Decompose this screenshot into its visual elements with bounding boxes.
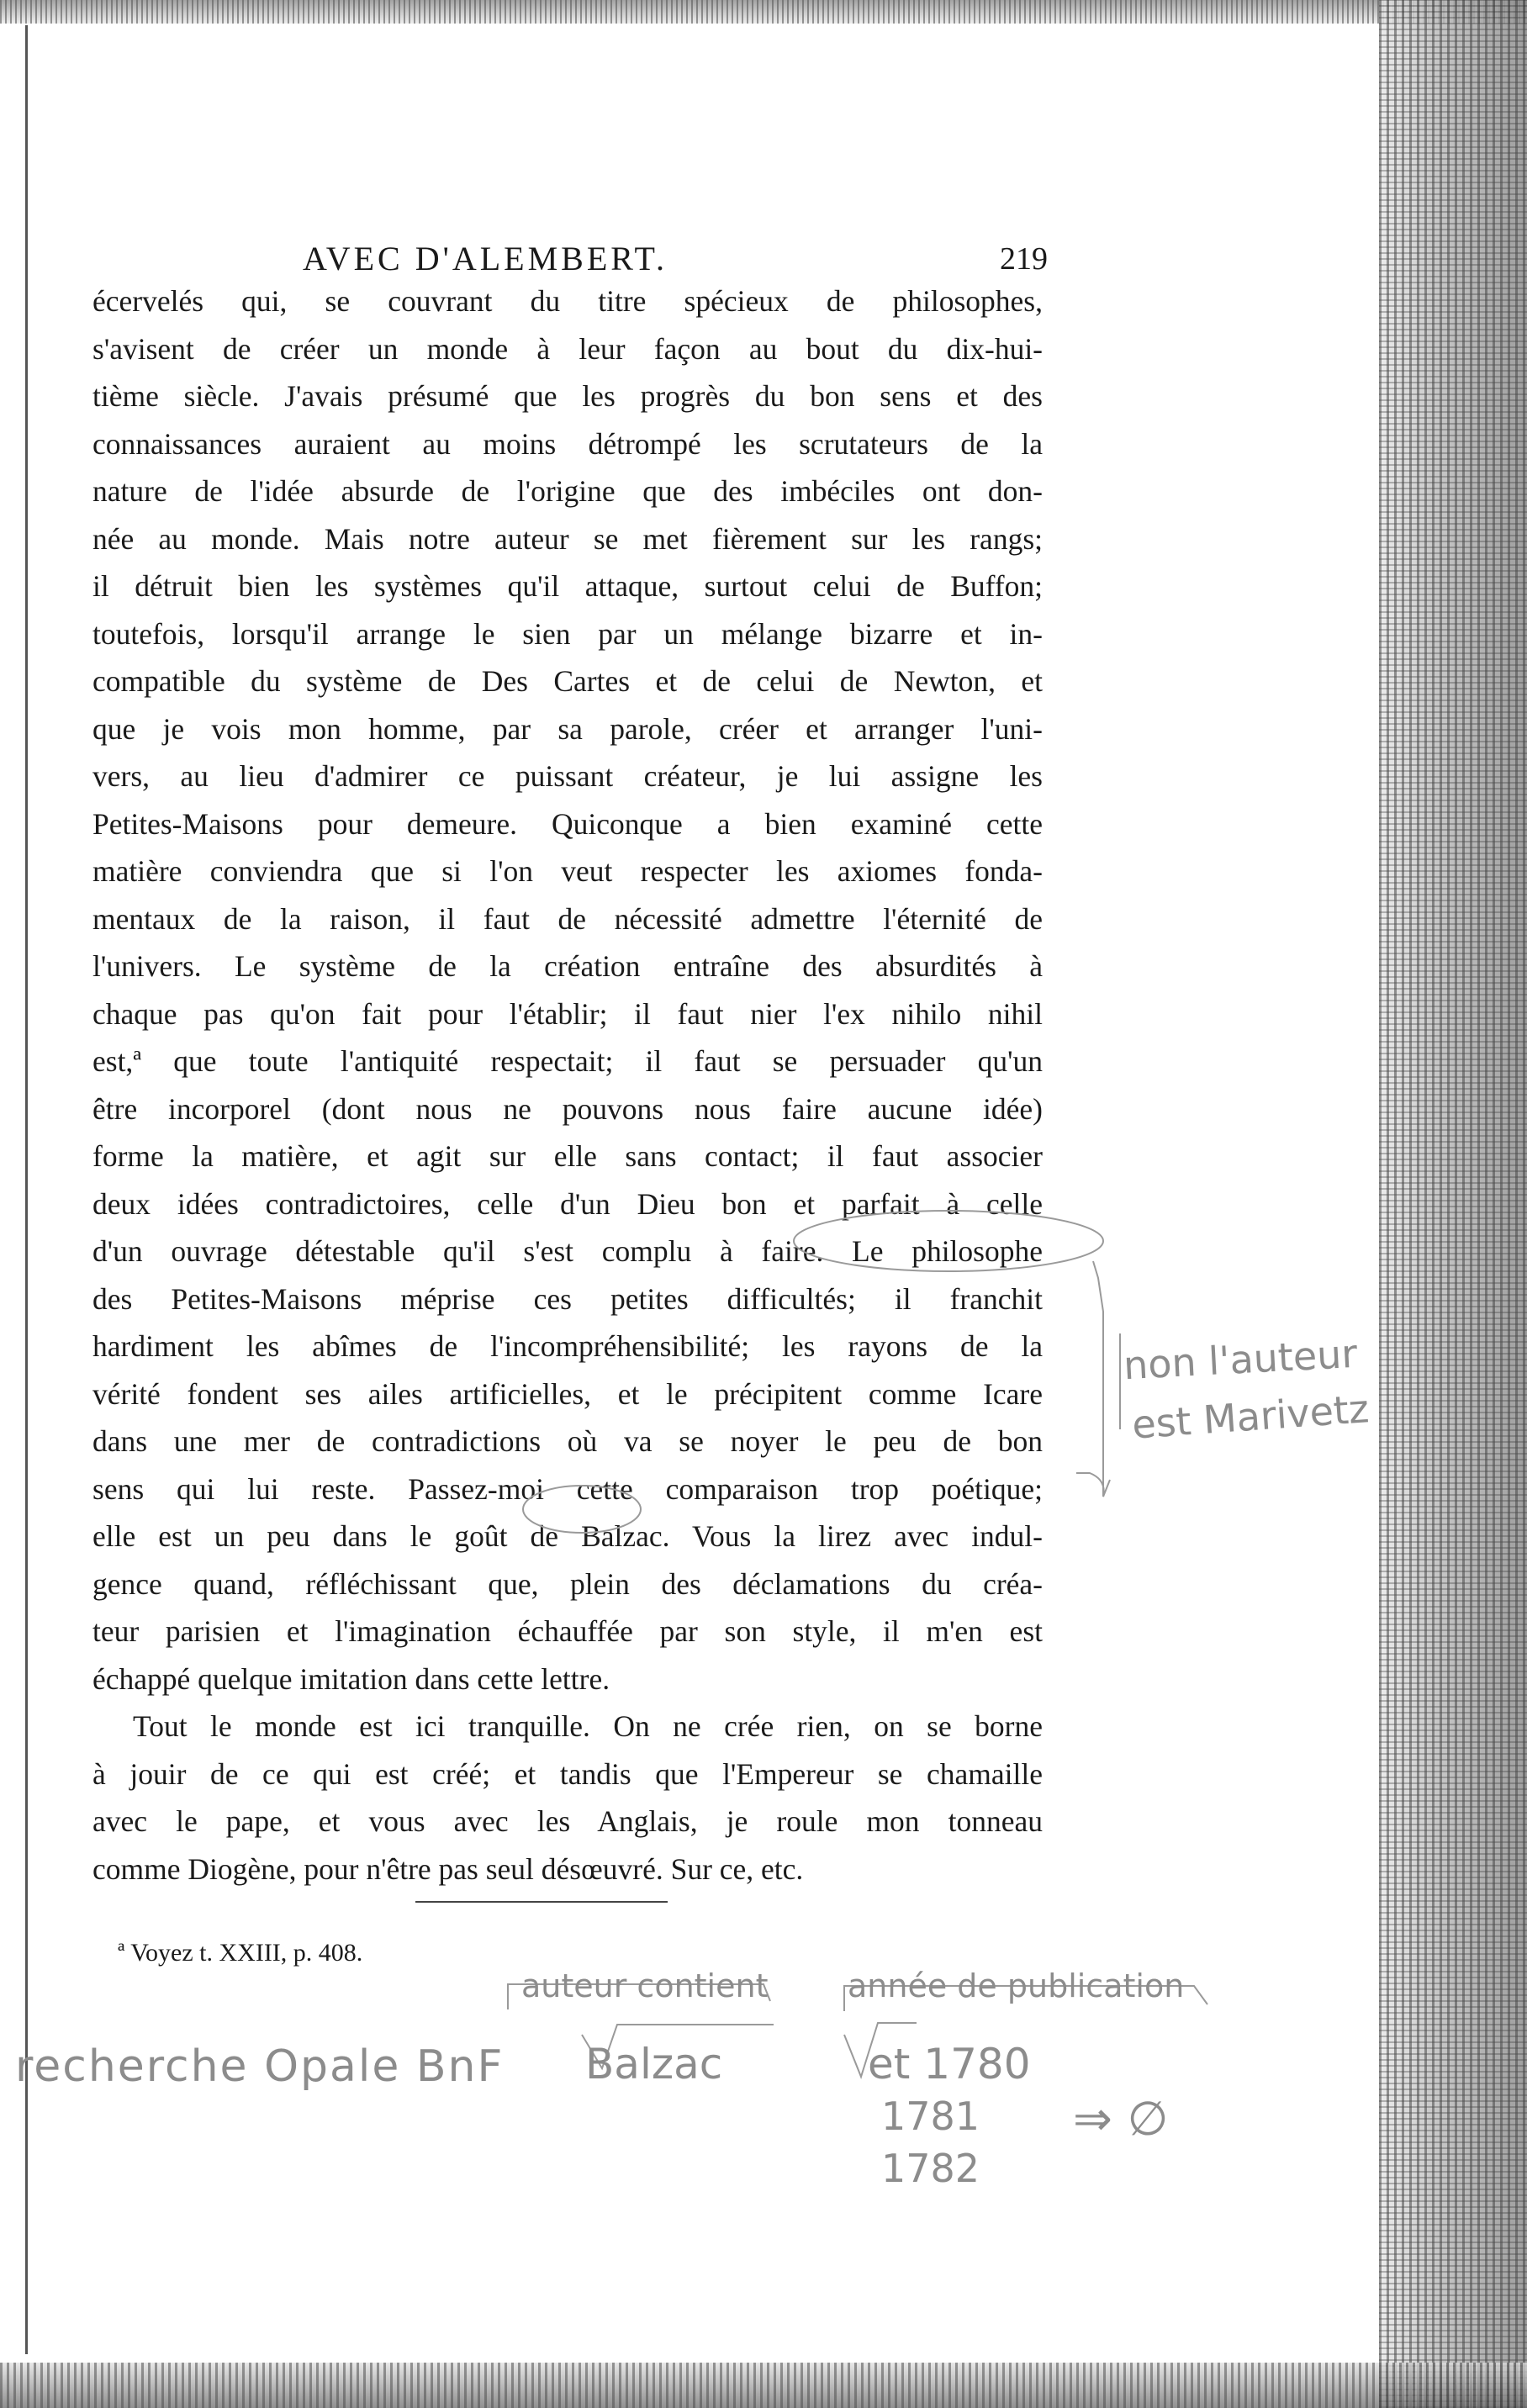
paragraph-2 bbox=[92, 1703, 1043, 1893]
running-title: AVEC D'ALEMBERT. bbox=[303, 240, 668, 277]
margin-note-line2: est Marivetz bbox=[1130, 1386, 1371, 1448]
text-line: forme la matière, et agit sur elle sans contact; il faut associer bbox=[92, 1139, 1043, 1173]
footnote: ª Voyez t. XXIII, p. 408. bbox=[118, 1939, 363, 1967]
text-line: des Petites-Maisons méprise ces petites difficultés; il franchit bbox=[92, 1281, 1043, 1316]
running-head bbox=[92, 227, 1048, 277]
page-binding-edge bbox=[25, 25, 28, 2354]
text-line: chaque pas qu'on fait pour l'établir; il faut nier l'ex nihilo nihil bbox=[92, 996, 1043, 1031]
annotation-year-3: 1782 bbox=[881, 2146, 980, 2191]
text-line: gence quand, réfléchissant que, plein des déclamations du créa- bbox=[92, 1566, 1043, 1601]
text-line: que je vois mon homme, par sa parole, créer et arranger l'uni- bbox=[92, 711, 1043, 746]
text-line: l'univers. Le système de la création entraîne des absurdités à bbox=[92, 949, 1043, 983]
text-line: Tout le monde est ici tranquille. On ne crée rien, on se borne bbox=[133, 1709, 1043, 1743]
text-line: vérité fondent ses ailes artificielles, et le précipitent comme Icare bbox=[92, 1376, 1043, 1411]
text-line: il détruit bien les systèmes qu'il attaque, surtout celui de Buffon; bbox=[92, 569, 1043, 603]
text-line: elle est un peu dans le goût de Balzac. Vous la lirez avec indul- bbox=[92, 1519, 1043, 1553]
annotation-label-author: auteur contient bbox=[521, 1967, 769, 2004]
scan-border-bottom bbox=[0, 2363, 1527, 2408]
text-line: connaissances auraient au moins détrompé les scrutateurs de la bbox=[92, 426, 1043, 461]
text-line: toutefois, lorsqu'il arrange le sien par un mélange bizarre et in- bbox=[92, 616, 1043, 651]
text-line: écervelés qui, se couvrant du titre spécieux de philosophes, bbox=[92, 284, 1043, 318]
text-line: teur parisien et l'imagination échauffée par son style, il m'en est bbox=[92, 1614, 1043, 1648]
text-line: Petites-Maisons pour demeure. Quiconque a bien examiné cette bbox=[92, 806, 1043, 841]
annotation-author-value: Balzac bbox=[585, 2040, 723, 2089]
annotation-label-year: année de publication bbox=[848, 1967, 1185, 2004]
margin-note-line1: non l'auteur bbox=[1122, 1330, 1359, 1389]
text-line: deux idées contradictoires, celle d'un Dieu bon et parfait à celle bbox=[92, 1186, 1043, 1221]
text-line: vers, au lieu d'admirer ce puissant créateur, je lui assigne les bbox=[92, 759, 1043, 793]
text-line: mentaux de la raison, il faut de nécessité admettre l'éternité de bbox=[92, 901, 1043, 936]
text-line: à jouir de ce qui est créé; et tandis que l'Empereur se chamaille bbox=[92, 1756, 1043, 1791]
text-line: hardiment les abîmes de l'incompréhensibilité; les rayons de la bbox=[92, 1329, 1043, 1363]
text-line: dans une mer de contradictions où va se noyer le peu de bon bbox=[92, 1424, 1043, 1458]
text-line: s'avisent de créer un monde à leur façon au bout du dix-hui- bbox=[92, 331, 1043, 366]
text-line: échappé quelque imitation dans cette lettre. bbox=[92, 1661, 610, 1696]
scan-border-top bbox=[0, 0, 1527, 24]
footnote-rule bbox=[415, 1901, 668, 1903]
book-page bbox=[92, 227, 1048, 1893]
text-line: compatible du système de Des Cartes et de celui de Newton, et bbox=[92, 664, 1043, 698]
scan-border-right bbox=[1379, 0, 1527, 2408]
annotation-search: recherche Opale BnF bbox=[15, 2041, 505, 2092]
text-line: sens qui lui reste. Passez-moi cette comparaison trop poétique; bbox=[92, 1471, 1043, 1506]
annotation-result: ⇒ ∅ bbox=[1073, 2092, 1169, 2147]
text-line: avec le pape, et vous avec les Anglais, je roule mon tonneau bbox=[92, 1804, 1043, 1838]
text-line: est,ª que toute l'antiquité respectait; il faut se persuader qu'un bbox=[92, 1044, 1043, 1078]
page-number: 219 bbox=[1000, 241, 1048, 277]
text-line: née au monde. Mais notre auteur se met fièrement sur les rangs; bbox=[92, 521, 1043, 556]
annotation-year-2: 1781 bbox=[881, 2094, 980, 2139]
paragraph-1 bbox=[92, 277, 1043, 1703]
body-text bbox=[92, 277, 1043, 1893]
text-line: d'un ouvrage détestable qu'il s'est complu à faire. Le philosophe bbox=[92, 1234, 1043, 1268]
text-line: nature de l'idée absurde de l'origine que des imbéciles ont don- bbox=[92, 474, 1043, 508]
text-line: tième siècle. J'avais présumé que les progrès du bon sens et des bbox=[92, 379, 1043, 413]
annotation-year-1: et 1780 bbox=[868, 2040, 1031, 2089]
text-line: être incorporel (dont nous ne pouvons nous faire aucune idée) bbox=[92, 1091, 1043, 1126]
text-line: matière conviendra que si l'on veut respecter les axiomes fonda- bbox=[92, 854, 1043, 888]
text-line: comme Diogène, pour n'être pas seul désœuvré. Sur ce, etc. bbox=[92, 1851, 804, 1886]
